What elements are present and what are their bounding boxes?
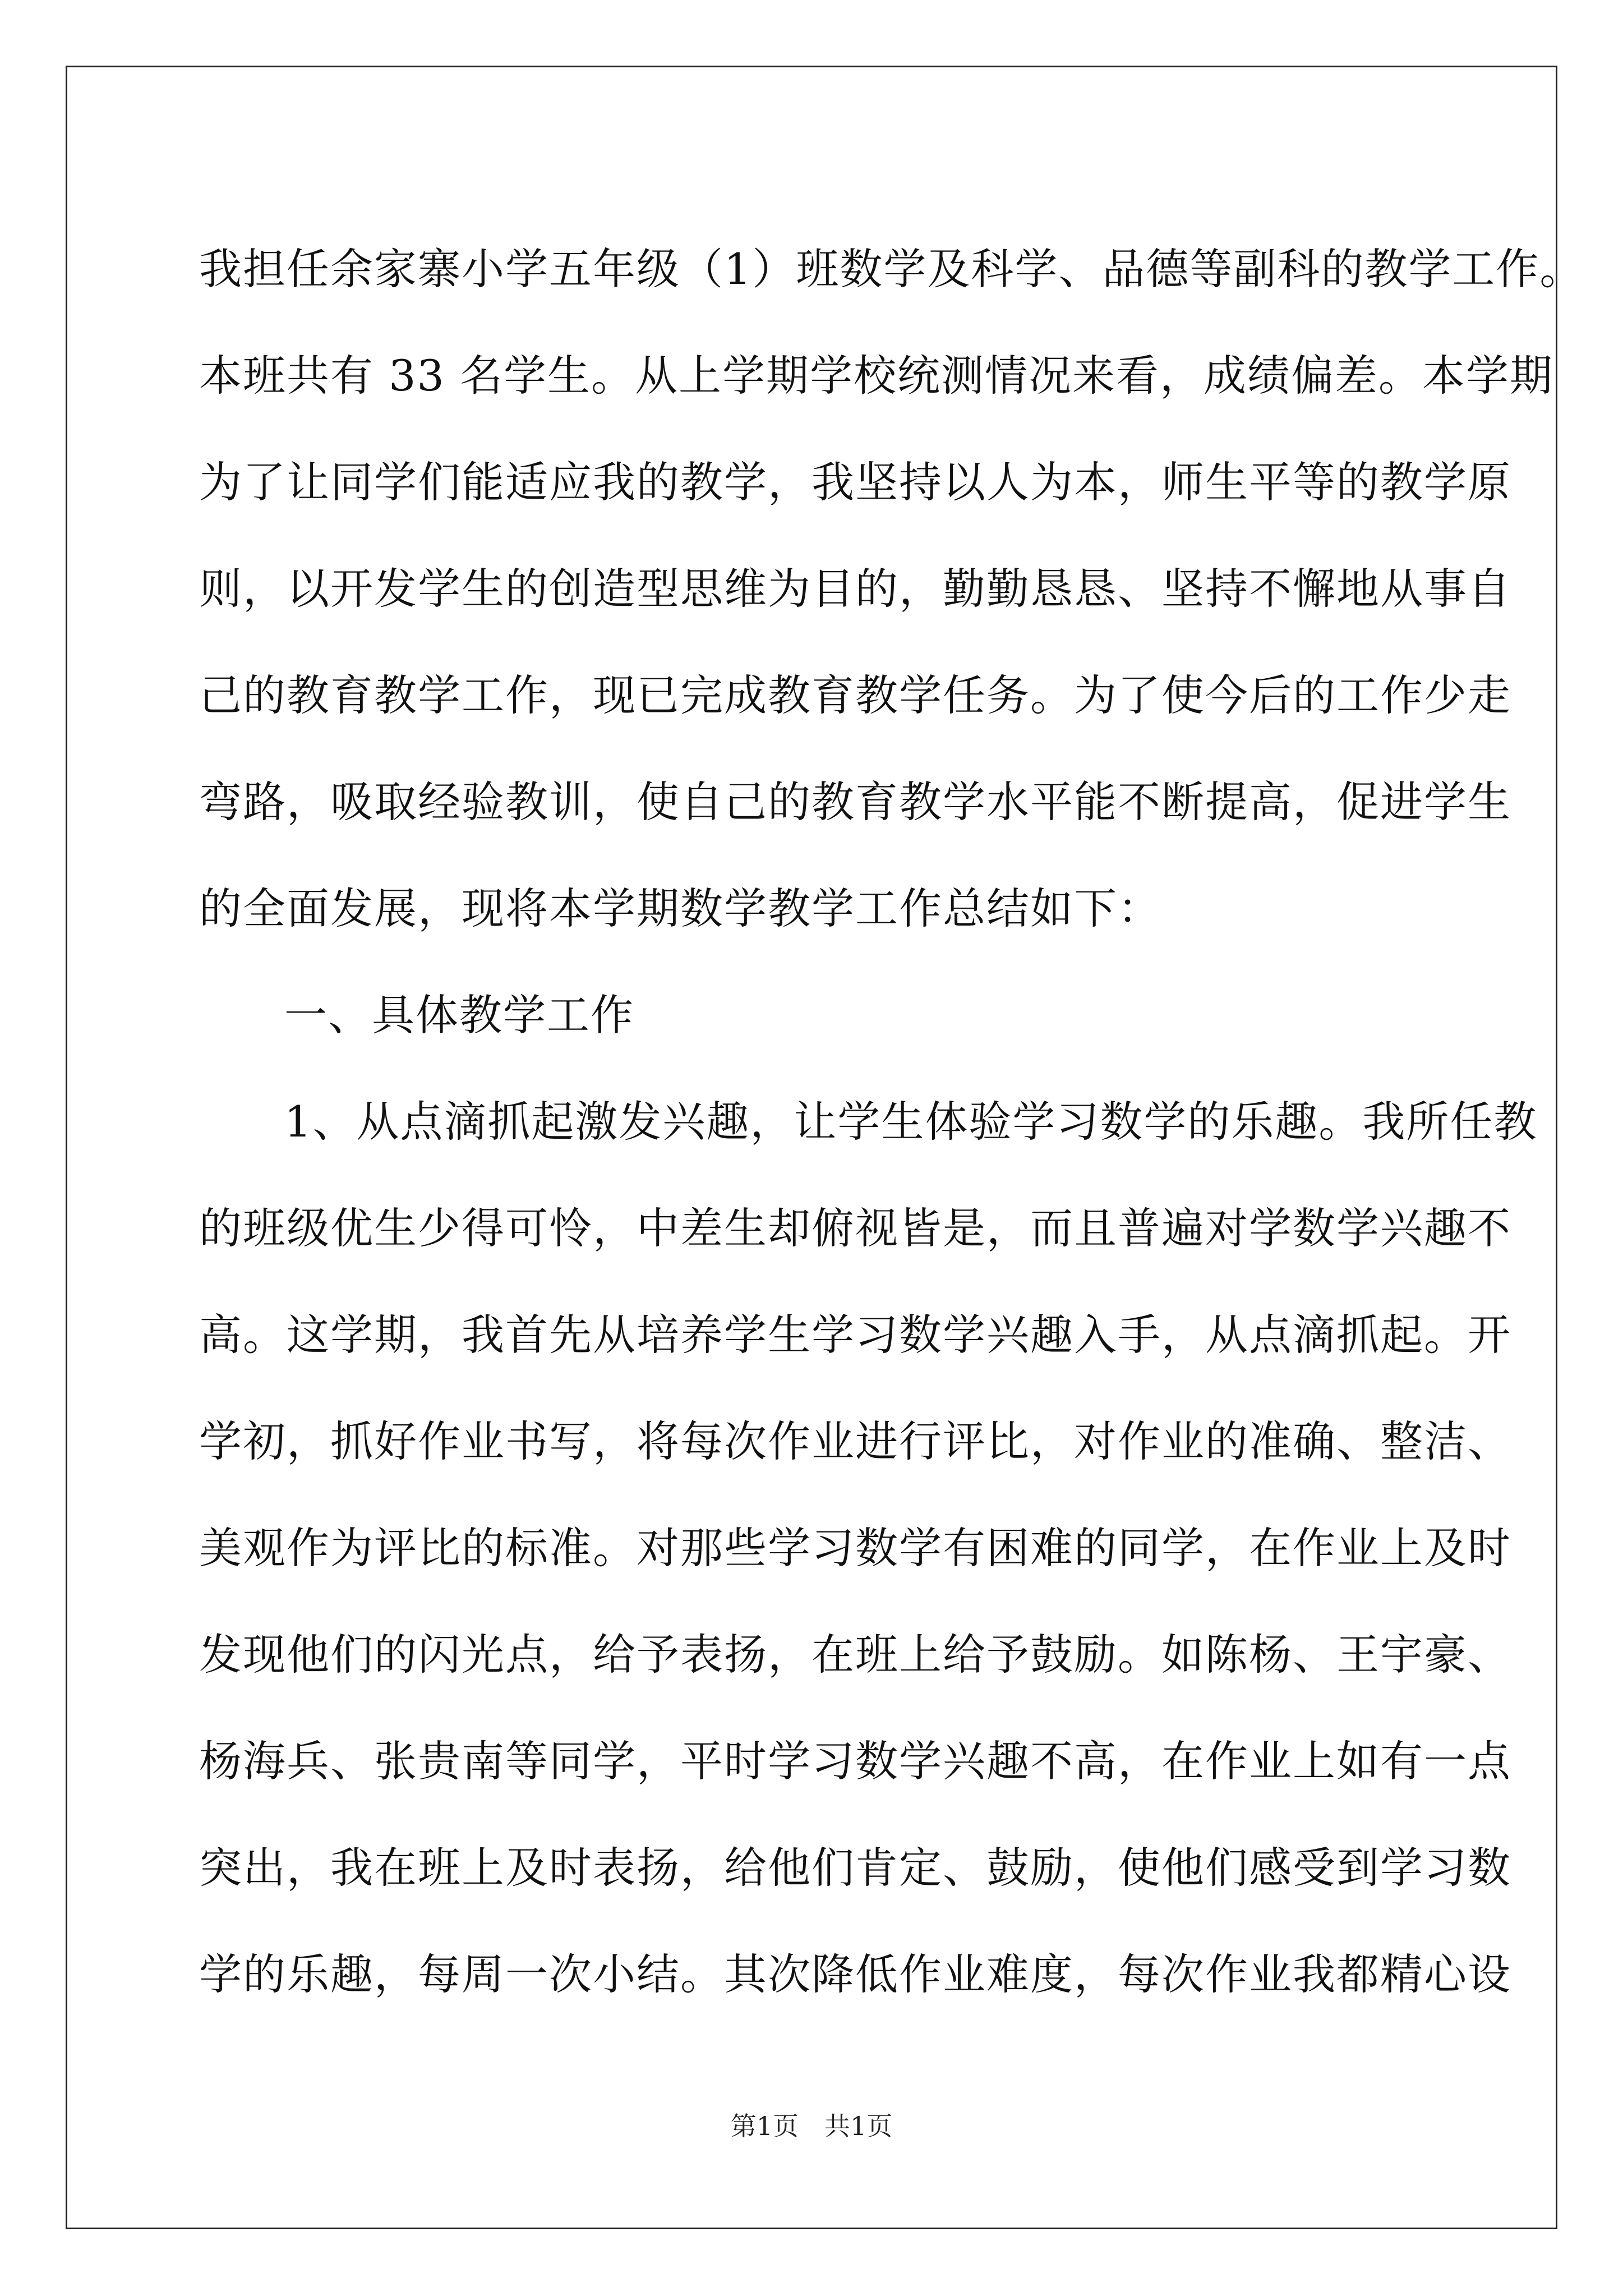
text-line-1: 我担任余家寨小学五年级（1）班数学及科学、品德等副科的教学工作。 [199, 244, 1584, 294]
document-body [199, 216, 1584, 2028]
text-line-11: 高。这学期，我首先从培养学生学习数学兴趣入手，从点滴抓起。开 [199, 1310, 1511, 1360]
text-line-17: 学的乐趣，每周一次小结。其次降低作业难度，每次作业我都精心设 [199, 1949, 1511, 1999]
page-number: 第1页 [730, 2111, 799, 2141]
text-line-12: 学初，抓好作业书写，将每次作业进行评比，对作业的准确、整洁、 [199, 1416, 1511, 1466]
text-line-6: 弯路，吸取经验教训，使自己的教育教学水平能不断提高，促进学生 [199, 777, 1511, 827]
text-line-4: 则，以开发学生的创造型思维为目的，勤勤恳恳、坚持不懈地从事自 [199, 564, 1511, 614]
text-line-5: 己的教育教学工作，现已完成教育教学任务。为了使今后的工作少走 [199, 670, 1511, 720]
page-total: 共1页 [824, 2111, 893, 2141]
text-line-10: 的班级优生少得可怜，中差生却俯视皆是，而且普遍对学数学兴趣不 [199, 1203, 1511, 1253]
text-line-13: 美观作为评比的标准。对那些学习数学有困难的同学，在作业上及时 [199, 1523, 1511, 1573]
text-line-3: 为了让同学们能适应我的教学，我坚持以人为本，师生平等的教学原 [199, 457, 1511, 507]
text-line-9: 1、从点滴抓起激发兴趣，让学生体验学习数学的乐趣。我所任教 [284, 1097, 1538, 1147]
text-line-16: 突出，我在班上及时表扬，给他们肯定、鼓励，使他们感受到学习数 [199, 1843, 1511, 1893]
text-line-14: 发现他们的闪光点，给予表扬，在班上给予鼓励。如陈杨、王宇豪、 [199, 1630, 1511, 1680]
text-line-7: 的全面发展，现将本学期数学教学工作总结如下： [199, 884, 1161, 933]
text-line-2: 本班共有 33 名学生。从上学期学校统测情况来看，成绩偏差。本学期 [199, 351, 1554, 401]
page-footer [0, 2109, 1623, 2143]
section-heading: 一、具体教学工作 [284, 990, 634, 1040]
text-line-15: 杨海兵、张贵南等同学，平时学习数学兴趣不高，在作业上如有一点 [199, 1736, 1511, 1786]
